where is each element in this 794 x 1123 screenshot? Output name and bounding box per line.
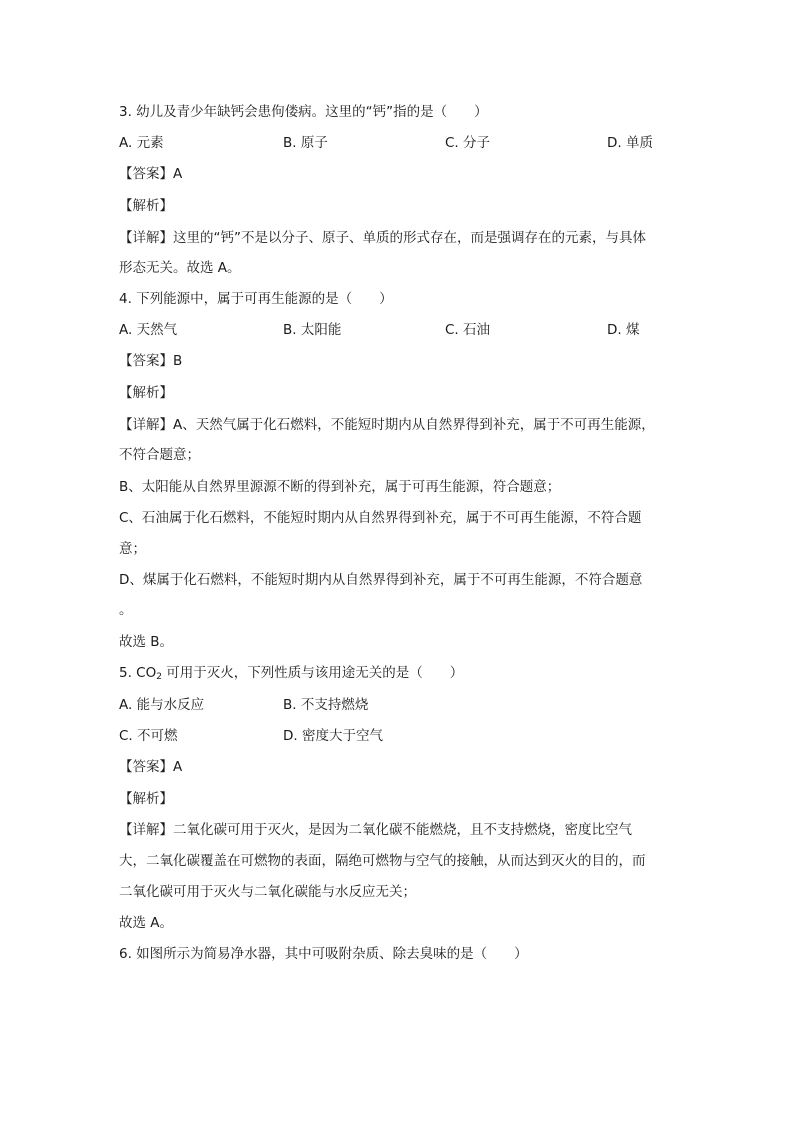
question-4-analysis-label: 【解析】 (119, 385, 173, 401)
question-4-detail-line: 故选 B。 (119, 634, 174, 650)
question-3-detail-line: 【详解】这里的“钙”不是以分子、原子、单质的形式存在，而是强调存在的元素，与具体 (119, 230, 646, 246)
question-5-stem-end: 可用于灭火，下列性质与该用途无关的是（ ） (161, 665, 464, 681)
question-3-option-b: B. 原子 (283, 135, 328, 151)
question-4-option-d: D. 煤 (607, 322, 640, 338)
question-3-option-d: D. 单质 (607, 135, 653, 151)
question-4-detail-line: D、煤属于化石燃料，不能短时期内从自然界得到补充，属于不可再生能源，不符合题意 (119, 572, 643, 588)
question-3-stem: 3. 幼儿及青少年缺钙会患佝偻病。这里的“钙”指的是（ ） (119, 104, 488, 120)
question-5-detail-line: 大，二氧化碳覆盖在可燃物的表面，隔绝可燃物与空气的接触，从而达到灭火的目的，而 (119, 853, 646, 869)
question-4-detail-line: C、石油属于化石燃料，不能短时期内从自然界得到补充，属于不可再生能源，不符合题 (119, 510, 642, 526)
question-4-detail-line: 。 (119, 602, 133, 618)
question-4-option-a: A. 天然气 (119, 322, 178, 338)
question-3-answer: 【答案】A (119, 166, 183, 182)
question-4-answer: 【答案】B (119, 353, 183, 369)
question-5-analysis-label: 【解析】 (119, 791, 173, 807)
question-4-detail-line: 【详解】A、天然气属于化石燃料，不能短时期内从自然界得到补充，属于不可再生能源， (119, 417, 655, 433)
question-5-stem (119, 664, 463, 686)
question-5-detail-line: 故选 A。 (119, 915, 174, 931)
question-4-detail-line: 不符合题意； (119, 447, 200, 463)
question-3-option-a: A. 元素 (119, 135, 164, 151)
question-5-option-b: B. 不支持燃烧 (283, 697, 369, 713)
question-5-option-d: D. 密度大于空气 (283, 728, 383, 744)
question-3-detail-line: 形态无关。故选 A。 (119, 260, 241, 276)
question-5-option-a: A. 能与水反应 (119, 697, 205, 713)
question-3-analysis-label: 【解析】 (119, 198, 173, 214)
question-4-detail-line: 意； (119, 541, 146, 557)
question-5-answer: 【答案】A (119, 759, 183, 775)
question-4-detail-line: B、太阳能从自然界里源源不断的得到补充，属于可再生能源，符合题意； (119, 479, 561, 495)
question-4-option-c: C. 石油 (445, 322, 491, 338)
question-6-stem: 6. 如图所示为简易净水器，其中可吸附杂质、除去臭味的是（ ） (119, 946, 528, 962)
question-5-option-c: C. 不可燃 (119, 728, 178, 744)
question-3-option-c: C. 分子 (445, 135, 491, 151)
question-4-stem: 4. 下列能源中，属于可再生能源的是（ ） (119, 291, 393, 307)
question-5-stem-start: 5. CO (119, 665, 157, 681)
question-4-option-b: B. 太阳能 (283, 322, 342, 338)
question-5-detail-line: 【详解】二氧化碳可用于灭火，是因为二氧化碳不能燃烧，且不支持燃烧，密度比空气 (119, 822, 632, 838)
question-5-detail-line: 二氧化碳可用于灭火与二氧化碳能与水反应无关； (119, 884, 416, 900)
question-5-stem-subscript: 2 (156, 672, 162, 682)
